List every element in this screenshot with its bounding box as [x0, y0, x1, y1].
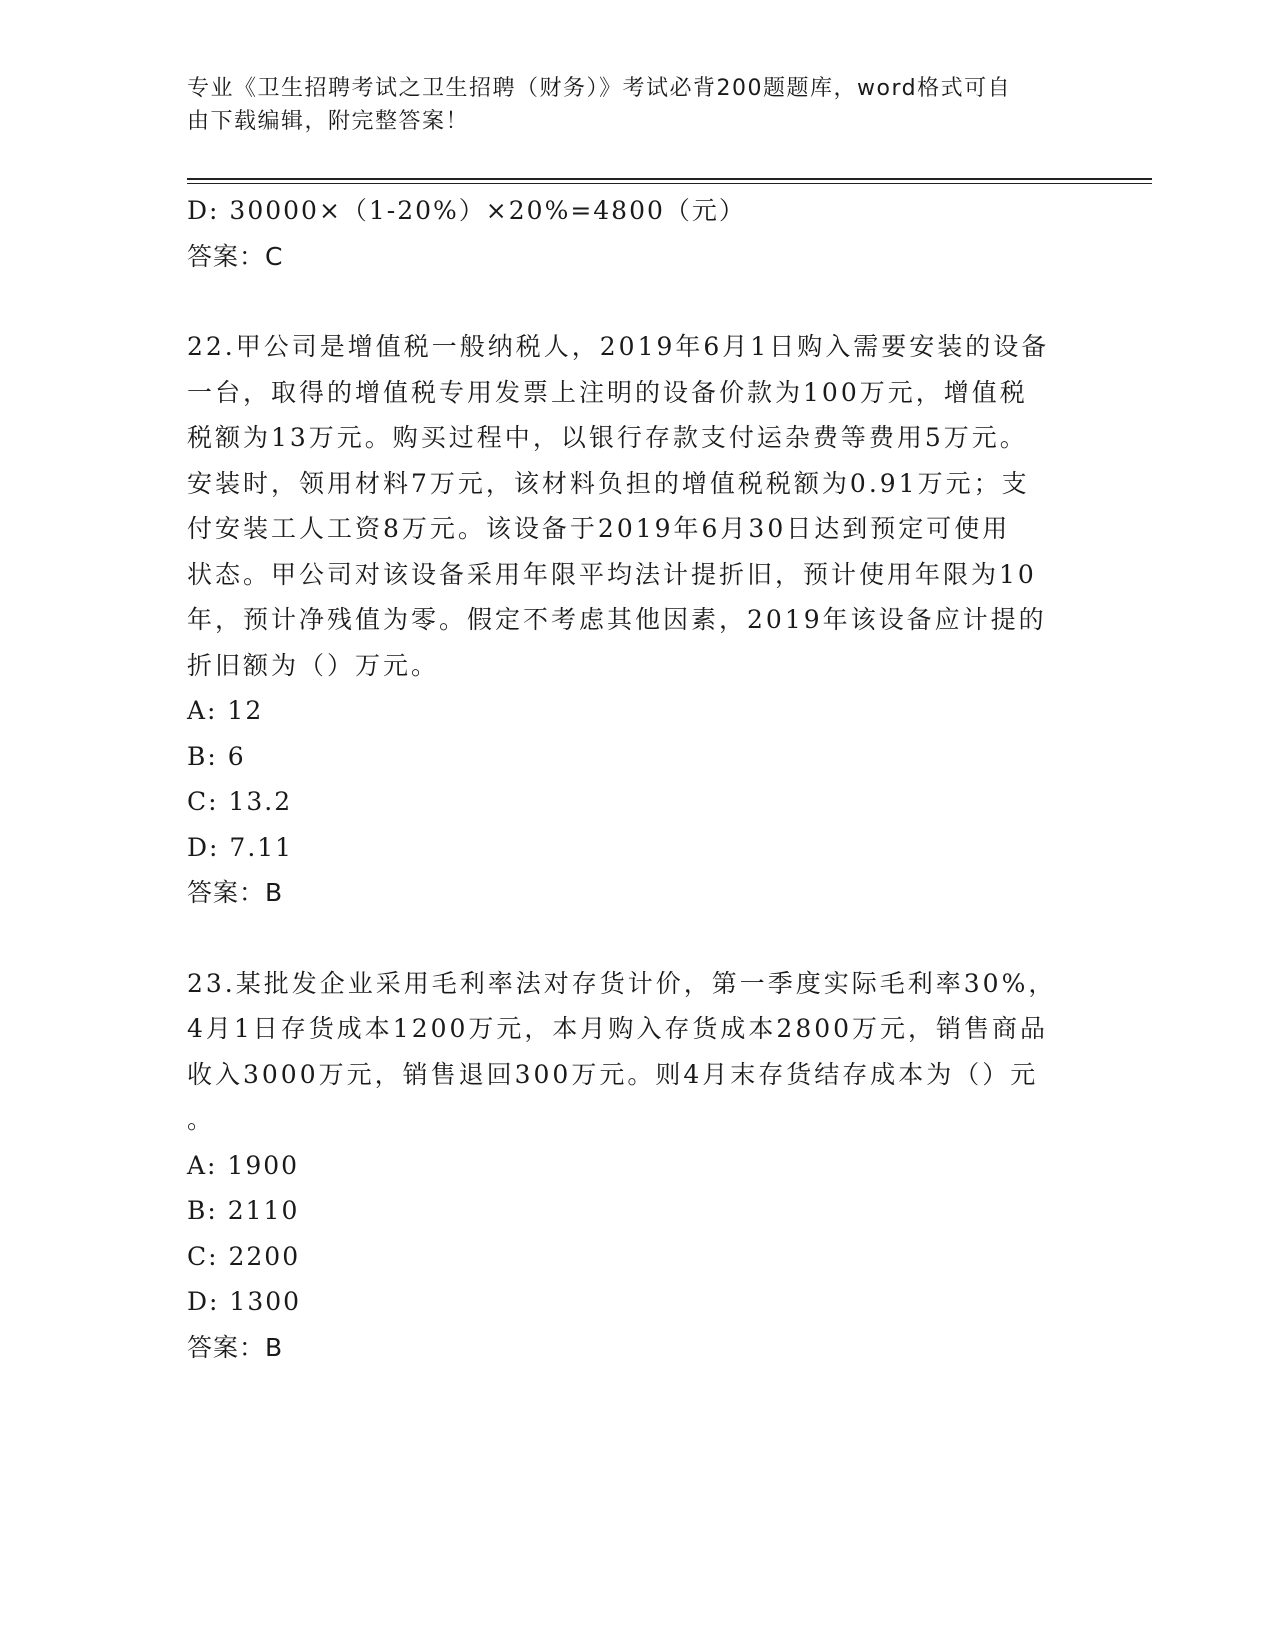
stem-line: 税额为13万元。购买过程中，以银行存款支付运杂费等费用5万元。: [187, 423, 1028, 452]
spacer: [187, 279, 1087, 324]
option-a: A: 12: [187, 696, 264, 725]
answer-line: 答案：B: [187, 878, 284, 907]
header-divider-thick: [187, 178, 1152, 180]
header-line: 由下载编辑，附完整答案！: [187, 109, 470, 134]
stem-line: 22.甲公司是增值税一般纳税人，2019年6月1日购入需要安装的设备: [187, 332, 1050, 361]
question-stem: [187, 324, 1087, 688]
option-c: C: 13.2: [187, 787, 293, 816]
header-line: 专业《卫生招聘考试之卫生招聘（财务）》考试必背200题题库，word格式可自: [187, 76, 1012, 101]
option-c: C: 2200: [187, 1241, 301, 1271]
option-b: B: 2110: [187, 1196, 300, 1225]
spacer: [187, 916, 1087, 961]
stem-line: 4月1日存货成本1200万元，本月购入存货成本2800万元，销售商品: [187, 1014, 1049, 1043]
question-stem: [187, 961, 1087, 1143]
option-d: D: 7.11: [187, 832, 294, 862]
page-header: [187, 72, 1067, 138]
question-23: [187, 961, 1087, 1371]
document-body: [187, 188, 1087, 1370]
stem-line: 一台，取得的增值税专用发票上注明的设备价款为100万元，增值税: [187, 377, 1028, 407]
option-d: D: 1300: [187, 1287, 302, 1316]
stem-line: 年，预计净残值为零。假定不考虑其他因素，2019年该设备应计提的: [187, 605, 1047, 634]
stem-line: 折旧额为（）万元。: [187, 650, 440, 680]
answer-line: 答案：B: [187, 1332, 284, 1362]
question-22: [187, 324, 1087, 916]
header-divider-thin: [187, 183, 1152, 184]
answer-line: 答案：C: [187, 241, 284, 271]
stem-line: 付安装工人工资8万元。该设备于2019年6月30日达到预定可使用: [187, 514, 1011, 543]
stem-line: 。: [187, 1105, 216, 1134]
option-a: A: 1900: [187, 1150, 300, 1180]
option-b: B: 6: [187, 741, 246, 771]
previous-question-tail: [187, 188, 1087, 279]
stem-line: 安装时，领用材料7万元，该材料负担的增值税税额为0.91万元；支: [187, 468, 1030, 498]
option-d: D: 30000×（1-20%）×20%=4800（元）: [187, 196, 746, 225]
stem-line: 状态。甲公司对该设备采用年限平均法计提折旧，预计使用年限为10: [187, 559, 1037, 589]
stem-line: 23.某批发企业采用毛利率法对存货计价，第一季度实际毛利率30%，: [187, 968, 1057, 998]
stem-line: 收入3000万元，销售退回300万元。则4月末存货结存成本为（）元: [187, 1059, 1039, 1089]
